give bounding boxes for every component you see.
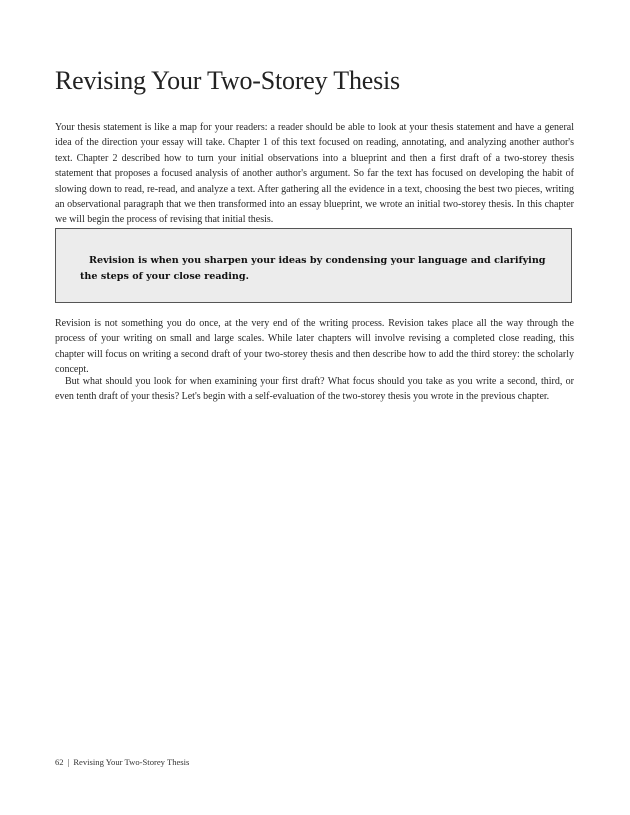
page-number: 62 — [55, 757, 64, 767]
page-footer — [55, 756, 189, 768]
revision-paragraph: Revision is not something you do once, at the very end of the writing process. Revision takes place all the way through the process of your writing on small and large scales. While later chapters will involve revising a completed close reading, this chapter will focus on writing a second draft of your two-storey thesis and then describe how to add the third storey: the scholarly concept. — [55, 318, 574, 376]
intro-paragraph: Your thesis statement is like a map for your readers: a reader should be able to look at your thesis statement and have a general idea of the direction your essay will take. Chapter 1 of this text focused on reading, annotating, and analyzing another author's text. Chapter 2 described how to turn your initial observations into a blueprint and then a first draft of a two-storey thesis statement that proposes a focused analysis of another author's argument. So far the text has focused on developing the habit of slowing down to read, re-read, and analyze a text. After gathering all the evidence in a text, choosing the best two pieces, writing an observational paragraph that we then transformed into an essay blueprint, we wrote an initial two-storey thesis. In this chapter we will begin the process of revising that initial thesis. — [55, 122, 574, 226]
callout-text: Revision is when you sharpen your ideas by condensing your language and clarifying the steps of your close reading. — [80, 255, 546, 282]
callout-box — [55, 228, 572, 303]
running-title: Revising Your Two-Storey Thesis — [73, 757, 190, 767]
self-evaluation-paragraph: But what should you look for when examining your first draft? What focus should you take as you write a second, third, or even tenth draft of your thesis? Let's begin with a self-evaluation of the two-storey thesis you wrote in the previous chapter. — [55, 376, 574, 403]
chapter-title: Revising Your Two-Storey Thesis — [55, 66, 400, 95]
footer-separator: | — [67, 757, 70, 767]
